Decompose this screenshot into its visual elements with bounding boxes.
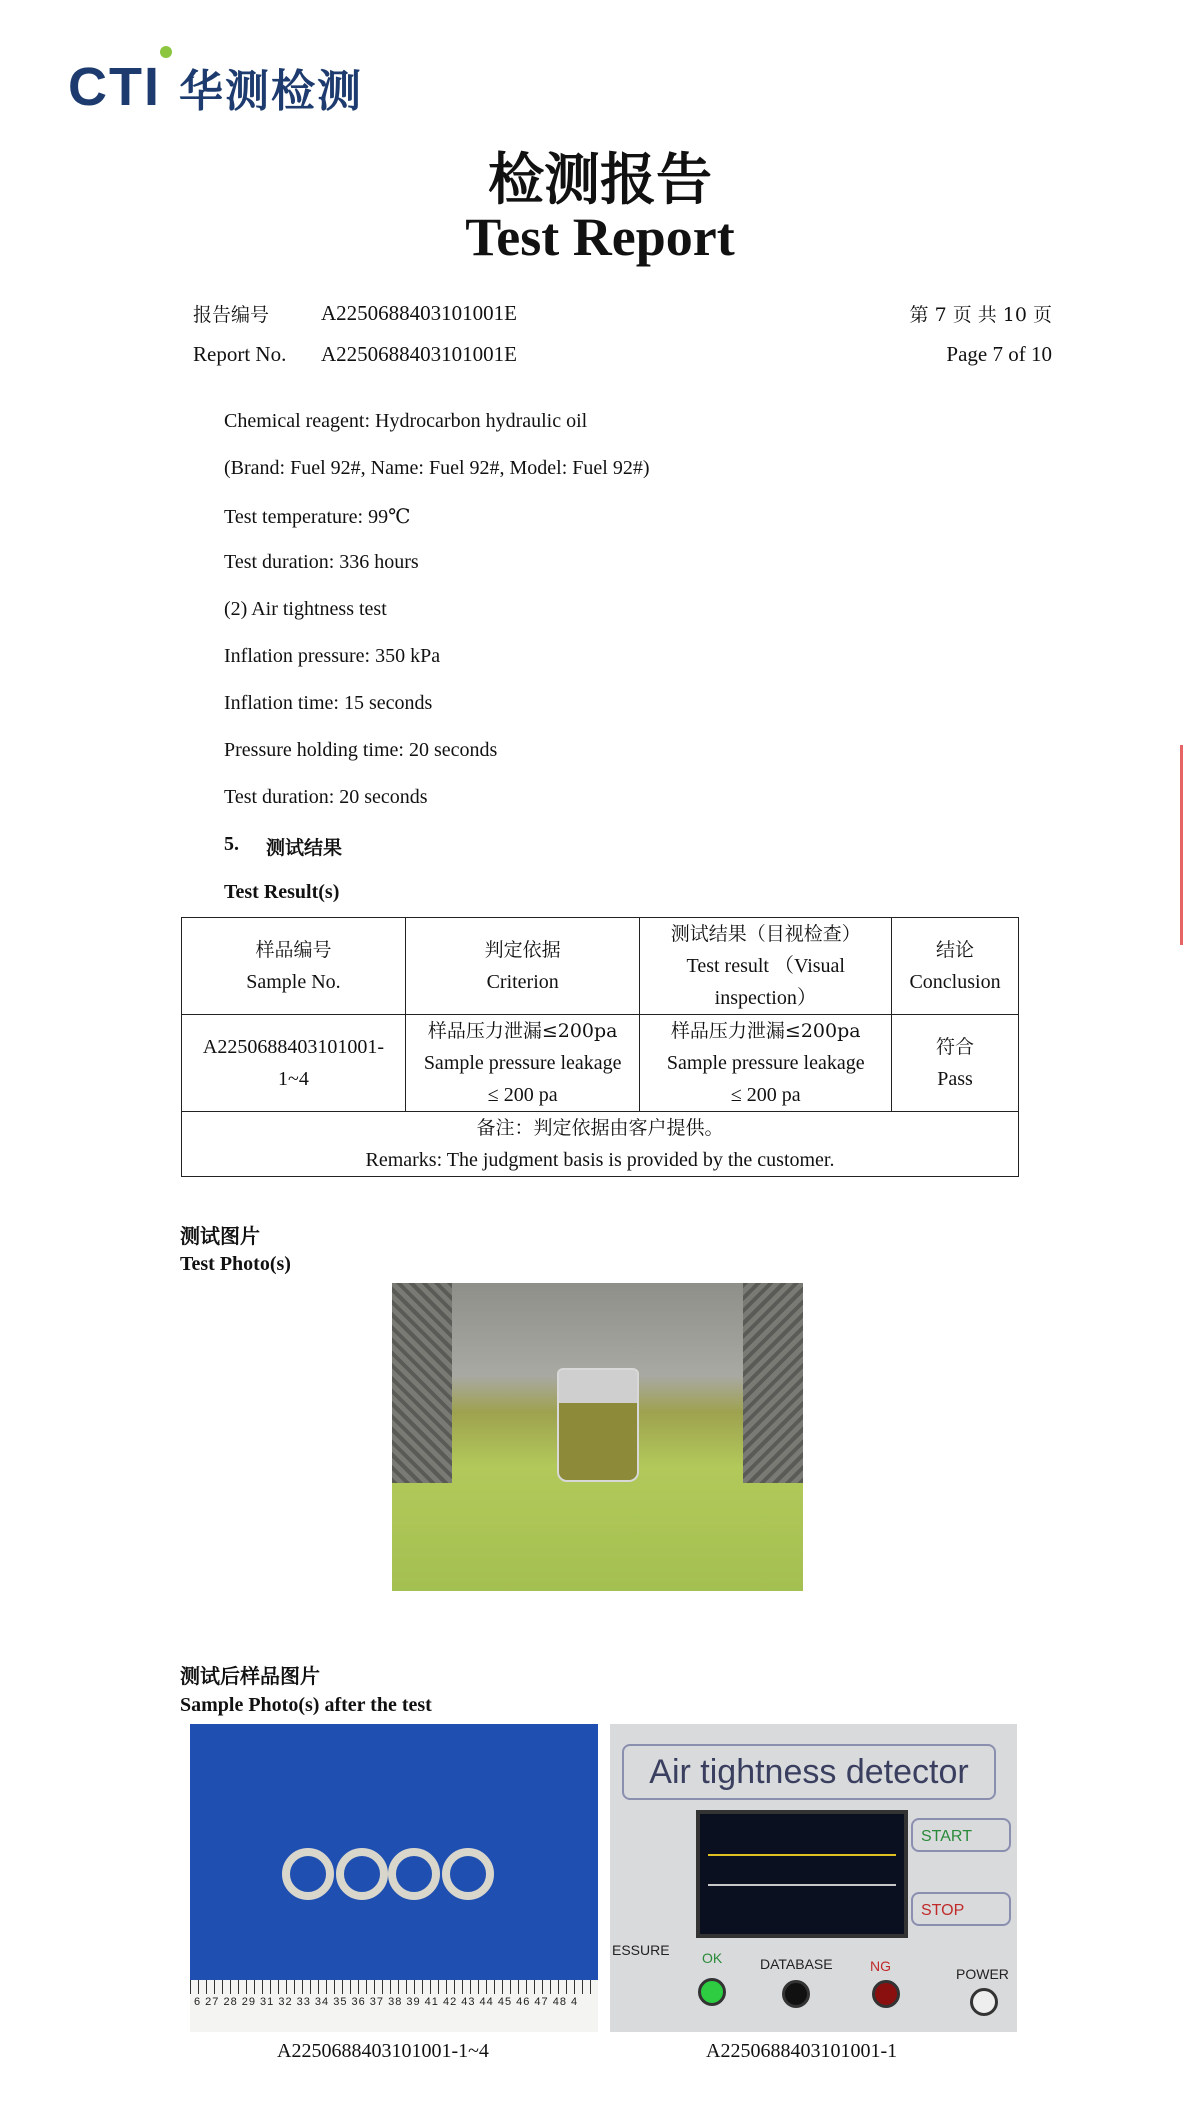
caption-right: A2250688403101001-1 [706, 2040, 898, 2062]
result-table [181, 917, 1019, 1177]
report-no-label-cn: 报告编号 [193, 304, 270, 326]
report-no-label-en: Report No. [193, 342, 287, 366]
device-start-text: START [921, 1828, 972, 1845]
title-cn: 检测报告 [488, 147, 712, 213]
beaker-image [557, 1368, 639, 1482]
device-ok-label: OK [702, 1950, 723, 1966]
page-number-en: Page 7 of 10 [946, 342, 1052, 366]
report-number-en-row: A2250688403101001E [321, 342, 517, 366]
header-sample-no [182, 918, 406, 1015]
header-test-result [640, 918, 892, 1015]
screen-trace [708, 1854, 896, 1856]
condition-line: Chemical reagent: Hydrocarbon hydraulic oil [224, 410, 588, 432]
condition-line: Inflation pressure: 350 kPa [224, 645, 441, 667]
device-start-label [911, 1818, 1011, 1852]
table-remarks-row [182, 1112, 1019, 1177]
logo-dot [160, 46, 172, 58]
logo-brand: CTI [68, 57, 161, 117]
result-en-2: ≤ 200 pa [730, 1084, 801, 1106]
criterion-en-2: ≤ 200 pa [487, 1084, 558, 1106]
header-test-result-en-1: Test result （Visual [686, 955, 845, 977]
oven-wall-left [392, 1283, 452, 1483]
header-sample-no-cn: 样品编号 [255, 939, 332, 961]
condition-line: (2) Air tightness test [224, 598, 387, 620]
header-conclusion-cn: 结论 [936, 939, 975, 961]
cell-conclusion [892, 1015, 1019, 1112]
ruler-ticks [190, 1980, 598, 1994]
device-title: Air tightness detector [622, 1744, 996, 1800]
air-tightness-detector-photo [610, 1724, 1017, 2032]
conclusion-en: Pass [937, 1068, 973, 1090]
table-header-row [182, 918, 1019, 1015]
condition-line: (Brand: Fuel 92#, Name: Fuel 92#, Model: Fuel 92#) [224, 457, 650, 479]
cell-test-result [640, 1015, 892, 1112]
cell-remarks [182, 1112, 1019, 1177]
device-ng-label: NG [870, 1958, 891, 1974]
ng-indicator-icon [872, 1980, 900, 2008]
sample-photos-title-en: Sample Photo(s) after the test [180, 1694, 432, 1716]
ring-image [282, 1848, 334, 1900]
ruler-numbers: 6 27 28 29 31 32 33 34 35 36 37 38 39 41 42 43 44 45 46 47 48 4 [194, 1996, 579, 2008]
ruler-image [190, 1980, 598, 2032]
header-criterion [405, 918, 640, 1015]
table-row [182, 1015, 1019, 1112]
condition-line: Test temperature: 99℃ [224, 506, 411, 528]
power-button-icon [970, 1988, 998, 2016]
test-photos-title-cn: 测试图片 [180, 1224, 260, 1248]
condition-line: Pressure holding time: 20 seconds [224, 739, 498, 761]
report-number-cn-row: A2250688403101001E [321, 301, 517, 325]
header-test-result-en-2: inspection） [714, 987, 817, 1009]
cell-sample-no [182, 1015, 406, 1112]
screen-trace [708, 1884, 896, 1886]
section-title-en: Test Result(s) [224, 881, 340, 903]
device-database-label: DATABASE [760, 1956, 833, 1972]
caption-left: A2250688403101001-1~4 [277, 2040, 489, 2062]
sample-no-line-1: A2250688403101001- [202, 1036, 384, 1058]
condition-line: Test duration: 336 hours [224, 551, 419, 573]
remarks-cn: 备注：判定依据由客户提供。 [476, 1117, 724, 1139]
header-test-result-cn: 测试结果（目视检查） [670, 923, 861, 945]
device-screen [696, 1810, 908, 1938]
condition-line: Test duration: 20 seconds [224, 786, 428, 808]
title-en: Test Report [465, 207, 735, 267]
seal-stamp-edge [1180, 745, 1195, 945]
rings-photo [190, 1724, 598, 2032]
device-stop-label [911, 1892, 1011, 1926]
header-conclusion [892, 918, 1019, 1015]
section-title-cn: 测试结果 [266, 837, 343, 859]
criterion-en-1: Sample pressure leakage [423, 1052, 622, 1074]
test-oven-photo [392, 1283, 803, 1591]
header-criterion-en: Criterion [486, 971, 559, 993]
test-photos-title-en: Test Photo(s) [180, 1253, 291, 1275]
sample-photos-title-cn: 测试后样品图片 [180, 1664, 320, 1688]
ring-image [388, 1848, 440, 1900]
result-en-1: Sample pressure leakage [666, 1052, 865, 1074]
database-knob-icon [782, 1980, 810, 2008]
device-stop-text: STOP [921, 1902, 965, 1919]
device-power-label: POWER [956, 1966, 1009, 1982]
cell-criterion [405, 1015, 640, 1112]
header-criterion-cn: 判定依据 [484, 939, 561, 961]
condition-line: Inflation time: 15 seconds [224, 692, 433, 714]
remarks-en: Remarks: The judgment basis is provided by the customer. [365, 1149, 835, 1171]
company-logo [68, 52, 363, 122]
sample-no-line-2: 1~4 [278, 1068, 309, 1090]
oven-wall-right [743, 1283, 803, 1483]
logo-name-cn: 华测检测 [179, 66, 363, 117]
ok-indicator-icon [698, 1978, 726, 2006]
header-conclusion-en: Conclusion [909, 971, 1001, 993]
result-cn: 样品压力泄漏≤200pa [670, 1020, 861, 1042]
device-pressure-label: ESSURE [612, 1942, 670, 1958]
ring-image [336, 1848, 388, 1900]
page-number-cn: 第 7 页 共 10 页 [909, 304, 1052, 326]
conclusion-cn: 符合 [936, 1036, 975, 1058]
section-number: 5. [224, 833, 239, 855]
ring-image [442, 1848, 494, 1900]
header-sample-no-en: Sample No. [246, 971, 341, 993]
criterion-cn: 样品压力泄漏≤200pa [427, 1020, 618, 1042]
